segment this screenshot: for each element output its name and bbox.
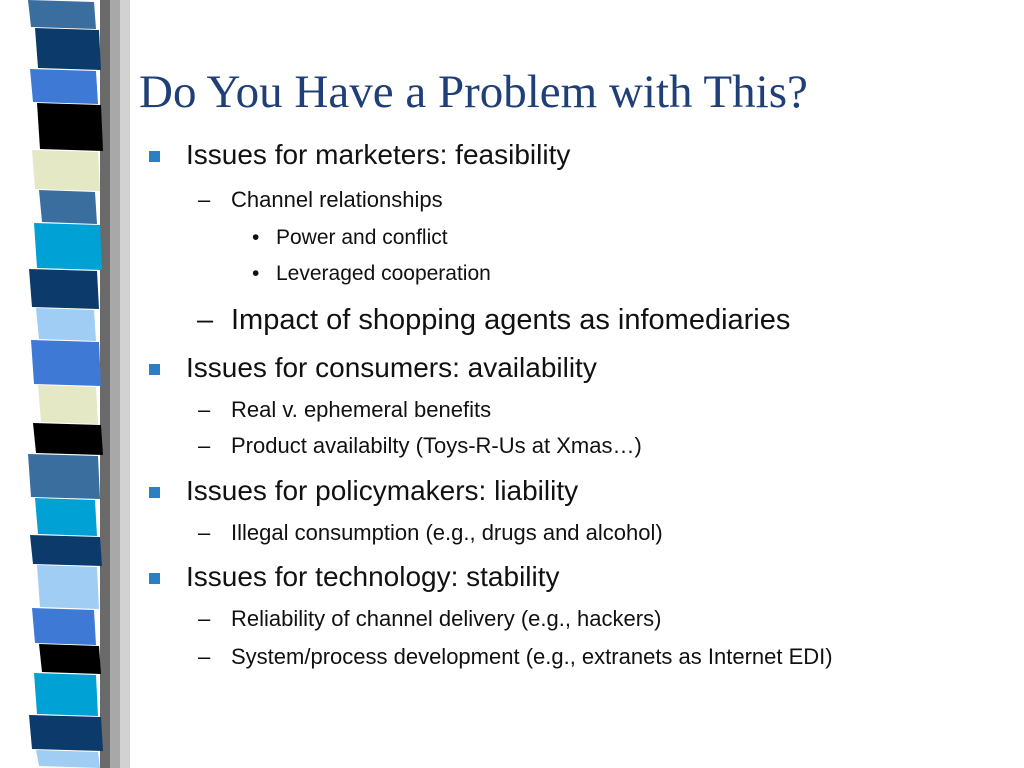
decorative-color-stripe [0, 0, 130, 768]
stripe-band [38, 385, 98, 424]
stripe-band [29, 269, 99, 309]
stripe-band [36, 308, 96, 341]
bullet-text: Product availabilty (Toys-R-Us at Xmas…) [231, 433, 642, 458]
sub-bullet-system-development [198, 643, 833, 671]
bullet-text: Leveraged cooperation [276, 262, 491, 285]
dot-bullet-icon: • [252, 226, 260, 249]
stripe-band [34, 223, 102, 270]
dot-bullet-icon: • [252, 262, 260, 285]
stripe-band [28, 0, 96, 29]
bullet-text: Illegal consumption (e.g., drugs and alcohol) [231, 520, 663, 545]
stripe-band [28, 454, 100, 499]
bullet-text: Real v. ephemeral benefits [231, 397, 492, 422]
dash-bullet-icon: – [198, 520, 211, 545]
bullet-text: Issues for consumers: availability [186, 352, 597, 383]
sub-bullet-shopping-agents [197, 302, 791, 338]
dash-bullet-icon: – [198, 397, 211, 422]
bullet-text: Channel relationships [231, 187, 443, 212]
stripe-band [29, 715, 103, 751]
dash-bullet-icon: – [198, 644, 211, 669]
square-bullet-icon [149, 487, 160, 498]
stripe-band [30, 535, 102, 566]
stripe-band [32, 150, 100, 191]
stripe-band [39, 190, 97, 224]
square-bullet-icon [149, 573, 160, 584]
sub-bullet-product-availability [198, 432, 642, 460]
sub-bullet-real-benefits [198, 396, 492, 424]
sub-sub-bullet-leveraged-cooperation [252, 261, 491, 287]
square-bullet-icon [149, 364, 160, 375]
bullet-text: Power and conflict [276, 226, 448, 249]
bullet-technology [186, 560, 560, 594]
stripe-band [35, 28, 101, 70]
stripe-band [39, 644, 101, 674]
stripe-band [33, 423, 103, 455]
bullet-text: Issues for policymakers: liability [186, 475, 579, 506]
bullet-text: Impact of shopping agents as infomediaries [231, 304, 791, 336]
square-bullet-icon [149, 151, 160, 162]
stripe-band [34, 673, 98, 716]
sub-bullet-illegal-consumption [198, 519, 663, 547]
bullet-text: Issues for technology: stability [186, 561, 560, 592]
sub-bullet-channel-relationships [198, 186, 443, 214]
stripe-band [37, 565, 99, 609]
slide-title: Do You Have a Problem with This? [139, 66, 808, 118]
dash-bullet-icon: – [197, 304, 214, 336]
stripe-band [31, 340, 101, 386]
bullet-text: Issues for marketers: feasibility [186, 139, 571, 170]
dash-bullet-icon: – [198, 433, 211, 458]
bullet-text: System/process development (e.g., extranets as Internet EDI) [231, 644, 833, 669]
bullet-consumers [186, 351, 597, 385]
bullet-text: Reliability of channel delivery (e.g., hackers) [231, 606, 662, 631]
stripe-band [37, 103, 103, 151]
stripe-band [36, 750, 100, 768]
stripe-band [32, 608, 96, 645]
dash-bullet-icon: – [198, 187, 211, 212]
stripe-band [35, 498, 97, 536]
bullet-marketers [186, 138, 570, 172]
sub-bullet-channel-delivery [198, 605, 662, 633]
sub-sub-bullet-power-conflict [252, 225, 448, 251]
dash-bullet-icon: – [198, 606, 211, 631]
bullet-policymakers [186, 474, 578, 508]
stripe-band [30, 69, 98, 104]
